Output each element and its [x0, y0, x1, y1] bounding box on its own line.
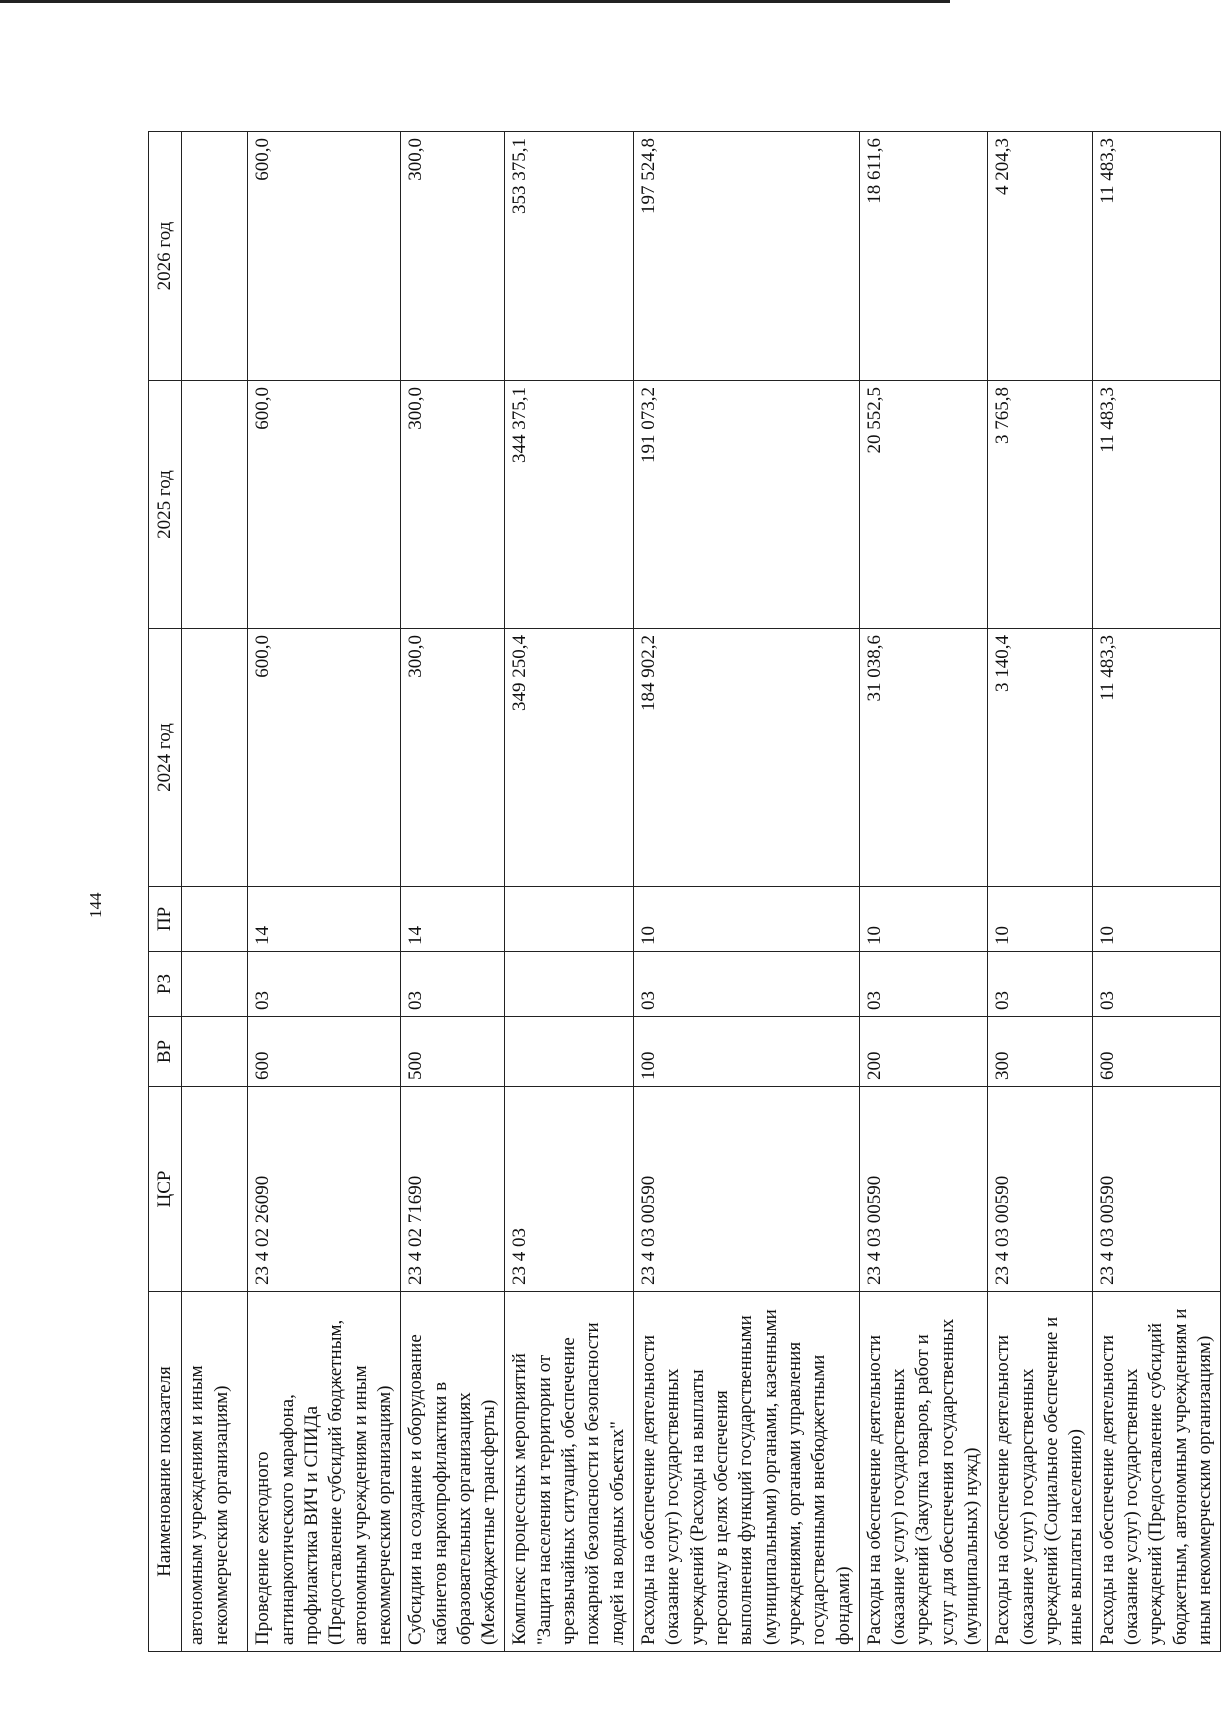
cell-2026: 11 483,3	[1092, 132, 1221, 381]
cell-2026: 300,0	[401, 132, 505, 381]
header-name: Наименование показателя	[149, 1292, 182, 1652]
cell-csr	[182, 1087, 248, 1292]
cell-csr: 23 4 02 71690	[401, 1087, 505, 1292]
header-csr: ЦСР	[149, 1087, 182, 1292]
cell-2025: 3 765,8	[988, 381, 1092, 629]
table-row	[401, 132, 505, 1652]
cell-2024: 184 902,2	[634, 629, 860, 887]
cell-2026: 197 524,8	[634, 132, 860, 381]
header-2025: 2025 год	[149, 381, 182, 629]
cell-name: Расходы на обеспечение деятельности (оказание услуг) государственных учреждений (Предоставление субсидий бюджетным, автономным учреждениям и иным некоммерческим организациям)	[1092, 1292, 1221, 1652]
cell-pr: 10	[988, 887, 1092, 952]
cell-vr: 300	[988, 1017, 1092, 1087]
cell-2024: 3 140,4	[988, 629, 1092, 887]
cell-rz: 03	[248, 952, 401, 1017]
cell-pr: 14	[401, 887, 505, 952]
cell-2026: 353 375,1	[505, 132, 634, 381]
cell-2024	[182, 629, 248, 887]
cell-rz: 03	[634, 952, 860, 1017]
cell-2025: 20 552,5	[859, 381, 988, 629]
cell-vr: 600	[248, 1017, 401, 1087]
cell-csr: 23 4 03 00590	[1092, 1087, 1221, 1292]
cell-2025: 191 073,2	[634, 381, 860, 629]
cell-vr: 500	[401, 1017, 505, 1087]
budget-table	[148, 131, 1221, 1652]
table-row	[248, 132, 401, 1652]
table-row	[988, 132, 1092, 1652]
cell-name: Комплекс процессных мероприятий "Защита населения и территории от чрезвычайных ситуаций, обеспечение пожарной безопасности и безопасности людей на водных объектах"	[505, 1292, 634, 1652]
top-border-line	[0, 0, 950, 3]
header-pr: ПР	[149, 887, 182, 952]
cell-2026: 4 204,3	[988, 132, 1092, 381]
cell-rz: 03	[401, 952, 505, 1017]
cell-pr	[505, 887, 634, 952]
cell-2024: 600,0	[248, 629, 401, 887]
table-row	[505, 132, 634, 1652]
table-row	[1092, 132, 1221, 1652]
cell-pr	[182, 887, 248, 952]
cell-2025	[182, 381, 248, 629]
cell-2026: 600,0	[248, 132, 401, 381]
cell-pr: 14	[248, 887, 401, 952]
header-row	[149, 132, 182, 1652]
cell-2024: 11 483,3	[1092, 629, 1221, 887]
cell-2025: 600,0	[248, 381, 401, 629]
cell-vr: 600	[1092, 1017, 1221, 1087]
cell-pr: 10	[1092, 887, 1221, 952]
cell-rz	[505, 952, 634, 1017]
cell-rz: 03	[859, 952, 988, 1017]
header-vr: ВР	[149, 1017, 182, 1087]
cell-name: автономным учреждениям и иным некоммерческим организациям)	[182, 1292, 248, 1652]
cell-vr: 200	[859, 1017, 988, 1087]
header-2024: 2024 год	[149, 629, 182, 887]
cell-rz: 03	[988, 952, 1092, 1017]
cell-name: Субсидии на создание и оборудование кабинетов наркопрофилактики в образовательных организациях (Межбюджетные трансферты)	[401, 1292, 505, 1652]
cell-name: Расходы на обеспечение деятельности (оказание услуг) государственных учреждений (Закупка товаров, работ и услуг для обеспечения государственных (муниципальных) нужд)	[859, 1292, 988, 1652]
table-row	[182, 132, 248, 1652]
cell-rz: 03	[1092, 952, 1221, 1017]
cell-2026	[182, 132, 248, 381]
cell-name: Расходы на обеспечение деятельности (оказание услуг) государственных учреждений (Расходы на выплаты персоналу в целях обеспечения выполнения функций государственными (муниципальными) органами, казенными учреждениями, органами управления государственными внебюджетными фондами)	[634, 1292, 860, 1652]
table-header	[149, 132, 182, 1652]
cell-csr: 23 4 03 00590	[859, 1087, 988, 1292]
cell-2025: 344 375,1	[505, 381, 634, 629]
cell-vr	[505, 1017, 634, 1087]
cell-2026: 18 611,6	[859, 132, 988, 381]
cell-csr: 23 4 03 00590	[988, 1087, 1092, 1292]
cell-csr: 23 4 03	[505, 1087, 634, 1292]
cell-name: Расходы на обеспечение деятельности (оказание услуг) государственных учреждений (Социальное обеспечение и иные выплаты населению)	[988, 1292, 1092, 1652]
cell-csr: 23 4 03 00590	[634, 1087, 860, 1292]
table-row	[859, 132, 988, 1652]
cell-vr	[182, 1017, 248, 1087]
cell-vr: 100	[634, 1017, 860, 1087]
cell-rz	[182, 952, 248, 1017]
cell-2024: 300,0	[401, 629, 505, 887]
cell-name: Проведение ежегодного антинаркотического марафона, профилактика ВИЧ и СПИДа (Предоставление субсидий бюджетным, автономным учреждениям и иным некоммерческим организациям)	[248, 1292, 401, 1652]
cell-pr: 10	[634, 887, 860, 952]
cell-2024: 31 038,6	[859, 629, 988, 887]
rotated-page-content	[148, 132, 1215, 1652]
table-body	[182, 132, 1221, 1652]
cell-csr: 23 4 02 26090	[248, 1087, 401, 1292]
table-row	[634, 132, 860, 1652]
page-number: 144	[86, 892, 105, 918]
cell-pr: 10	[859, 887, 988, 952]
cell-2025: 11 483,3	[1092, 381, 1221, 629]
header-rz: РЗ	[149, 952, 182, 1017]
header-2026: 2026 год	[149, 132, 182, 381]
cell-2025: 300,0	[401, 381, 505, 629]
cell-2024: 349 250,4	[505, 629, 634, 887]
